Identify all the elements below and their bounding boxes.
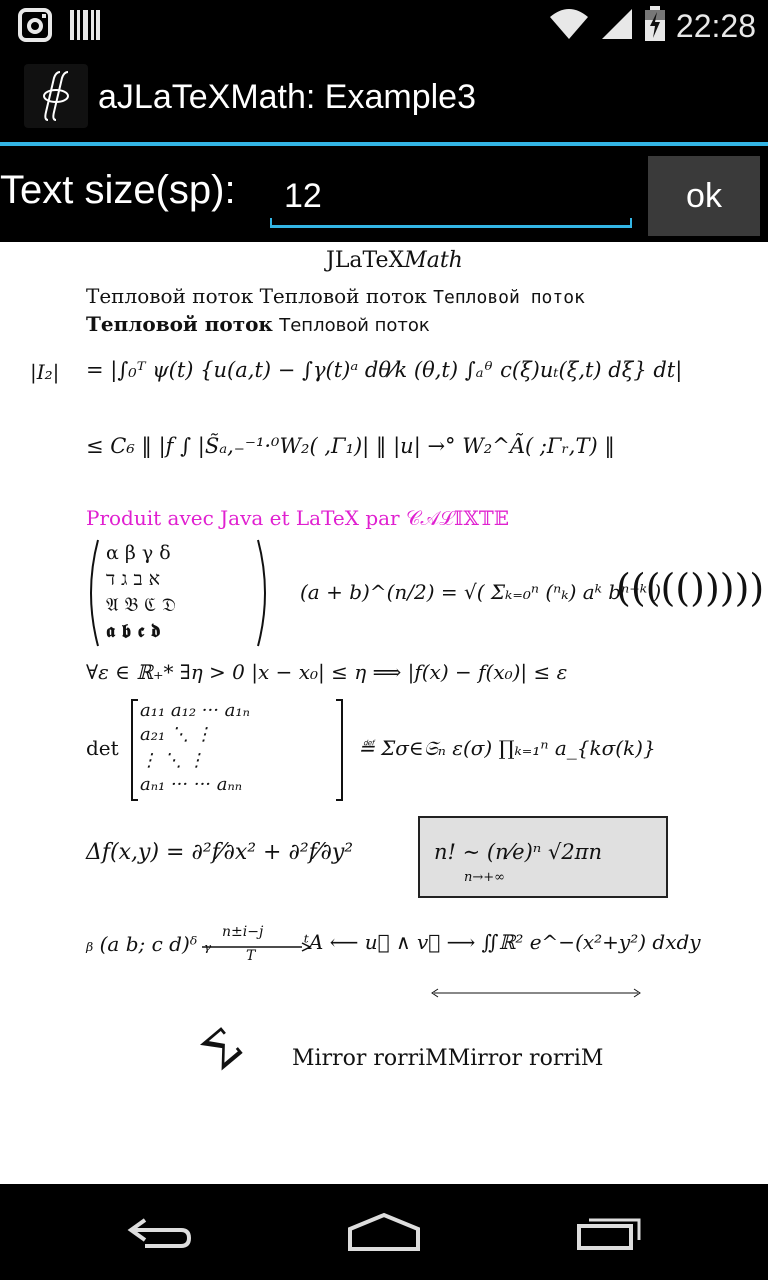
- navigation-bar: [0, 1184, 768, 1280]
- status-bar: [0, 0, 768, 50]
- text-size-label: Text size(sp):: [0, 168, 236, 212]
- instagram-icon: [18, 8, 52, 47]
- symbol-matrix: [86, 538, 270, 648]
- double-arrow: [430, 988, 642, 998]
- eq2: ≤ C₆ ‖ |f ∫ |S̃ₐ,₋⁻¹·⁰W₂( ,Γ₁)| ‖ |u| →° W₂^Ã( ;Γᵣ,T) ‖: [86, 434, 615, 458]
- matrix-row-2: א ב ג ד: [106, 568, 161, 590]
- right-arrow: [202, 942, 312, 952]
- nested-parentheses: ((((())))): [616, 566, 765, 610]
- matrix-row-3: 𝔄 𝔅 ℭ 𝔇: [106, 594, 176, 616]
- jlatexmath-logo: JLaTeXMath: [326, 248, 463, 273]
- cyrillic-line-2: Тепловой поток Тепловой поток: [86, 312, 430, 336]
- back-button[interactable]: [110, 1206, 210, 1258]
- last-matrix: ᵦ (a b; c d)ᵟ ᵧ: [86, 932, 212, 956]
- text-size-input-underline: [270, 218, 632, 228]
- wifi-icon: [548, 7, 590, 46]
- rotated-sum: Σ: [192, 1017, 253, 1081]
- eq1-rhs: = |∫₀ᵀ ψ(t) {u(a,t) − ∫γ(t)ᵃ dθ⁄k (θ,t) ∫ₐᶿ c(ξ)uₜ(ξ,t) dξ} dt|: [86, 358, 683, 382]
- contour-integral-icon: [32, 68, 80, 124]
- arrow-bottom-label: T: [246, 948, 256, 964]
- det-matrix: [130, 698, 344, 802]
- tensor-integral-part: ᵗA ⟵ u⃗ ∧ v⃗ ⟶ ∬ℝ² e^−(x²+y²) dxdy: [304, 930, 701, 954]
- battery-icon: [644, 6, 666, 47]
- eq1-lhs: |I₂|: [30, 360, 60, 384]
- text-size-input[interactable]: [270, 168, 646, 224]
- signal-icon: [600, 7, 634, 46]
- stirling-box: [418, 816, 668, 898]
- mirror-text: Mirror rorriMMirror rorriM: [292, 1046, 604, 1071]
- matrix-row-4: 𝖆 𝖇 𝖈 𝖉: [106, 620, 161, 642]
- barcode-icon: [70, 8, 100, 47]
- det-row-2: a₂₁ ⋱ ⋮: [140, 724, 213, 745]
- app-title: aJLaTeXMath: Example3: [98, 78, 476, 116]
- home-icon: [346, 1211, 422, 1253]
- det-row-4: aₙ₁ ··· ··· aₙₙ: [140, 774, 243, 795]
- recent-apps-button[interactable]: [560, 1206, 660, 1258]
- cyrillic-line-1: Тепловой поток Тепловой поток Тепловой поток: [86, 284, 585, 308]
- arrow-top-label: n±i−j: [222, 924, 264, 940]
- recent-apps-icon: [575, 1212, 645, 1252]
- det-rhs: ≝ Σσ∈𝔖ₙ ε(σ) ∏ₖ₌₁ⁿ a_{kσ(k)}: [358, 736, 656, 760]
- det-label: det: [86, 736, 119, 760]
- back-icon: [125, 1212, 195, 1252]
- forall-line: ∀ε ∈ ℝ₊* ∃η > 0 |x − x₀| ≤ η ⟹ |f(x) − f(x₀)| ≤ ε: [86, 660, 568, 684]
- stirling-formula: n! ∼ (n⁄e)ⁿ √2πn: [434, 840, 603, 864]
- produit-line: Produit avec Java et LaTeX par 𝒞𝒜ℒ𝕀𝕏𝕋𝔼: [86, 506, 510, 530]
- det-row-3: ⋮ ⋱ ⋮: [140, 750, 206, 771]
- stirling-subscript: n→+∞: [464, 870, 505, 885]
- laplacian: Δf(x,y) = ∂²f⁄∂x² + ∂²f⁄∂y²: [86, 840, 354, 865]
- home-button[interactable]: [334, 1206, 434, 1258]
- binomial-formula: (a + b)^(n/2) = √( Σₖ₌₀ⁿ (ⁿₖ) aᵏ bⁿ⁻ᵏ ): [300, 580, 662, 604]
- det-row-1: a₁₁ a₁₂ ··· a₁ₙ: [140, 700, 250, 721]
- action-bar: [0, 50, 768, 146]
- formula-canvas: [0, 242, 768, 1184]
- app-icon[interactable]: [24, 64, 88, 128]
- ok-button[interactable]: ok: [648, 156, 760, 236]
- status-time: 22:28: [675, 8, 756, 44]
- matrix-row-1: α β γ δ: [106, 542, 171, 564]
